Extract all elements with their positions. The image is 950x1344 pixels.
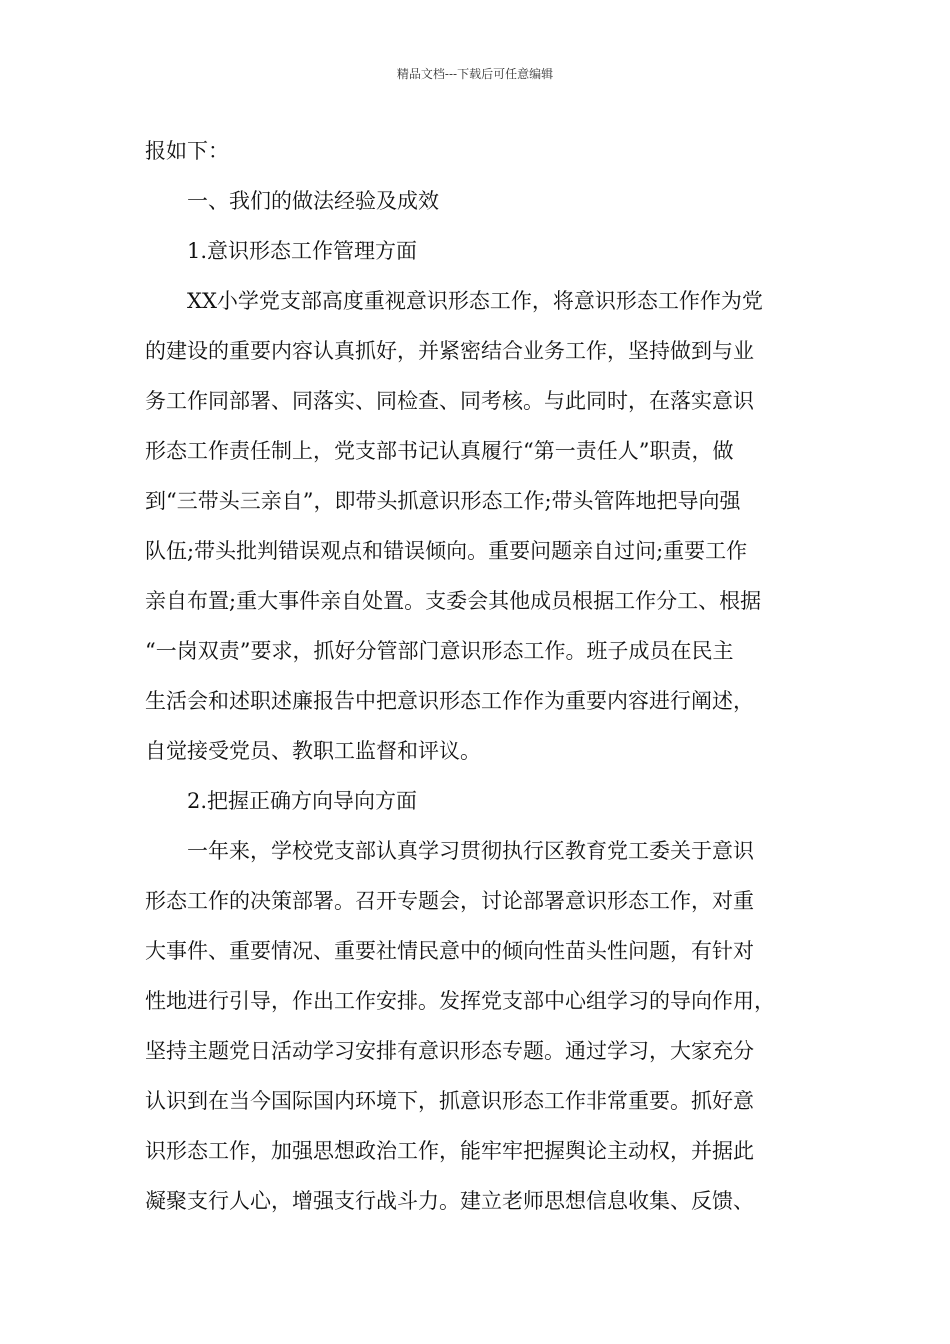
text-line: 2.把握正确方向导向方面 <box>187 789 418 813</box>
text-line: 自觉接受党员、教职工监督和评议。 <box>145 739 481 763</box>
text-line: 亲自布置;重大事件亲自处置。支委会其他成员根据工作分工、根据 <box>145 589 762 613</box>
text-line: 报如下： <box>145 139 229 163</box>
text-line: 大事件、重要情况、重要社情民意中的倾向性苗头性问题，有针对 <box>145 939 754 963</box>
text-line: 到“三带头三亲自”，即带头抓意识形态工作;带头管阵地把导向强 <box>145 489 741 513</box>
text-line: 形态工作责任制上，党支部书记认真履行“第一责任人”职责，做 <box>145 439 734 463</box>
text-line: 识形态工作，加强思想政治工作，能牢牢把握舆论主动权，并据此 <box>145 1139 754 1163</box>
text-line: 坚持主题党日活动学习安排有意识形态专题。通过学习，大家充分 <box>145 1039 754 1063</box>
text-line: 凝聚支行人心，增强支行战斗力。建立老师思想信息收集、反馈、 <box>145 1189 754 1213</box>
text-line: XX小学党支部高度重视意识形态工作，将意识形态工作作为党 <box>187 289 763 313</box>
text-line: 的建设的重要内容认真抓好，并紧密结合业务工作，坚持做到与业 <box>145 339 754 363</box>
text-line: 队伍;带头批判错误观点和错误倾向。重要问题亲自过问;重要工作 <box>145 539 748 563</box>
text-line: 性地进行引导，作出工作安排。发挥党支部中心组学习的导向作用， <box>145 989 775 1013</box>
page-header: 精品文档---下载后可任意编辑 <box>396 67 554 81</box>
text-line: 生活会和述职述廉报告中把意识形态工作作为重要内容进行阐述， <box>145 689 754 713</box>
text-line: 一、我们的做法经验及成效 <box>187 189 439 213</box>
text-line: 一年来，学校党支部认真学习贯彻执行区教育党工委关于意识 <box>187 839 754 863</box>
text-line: 1.意识形态工作管理方面 <box>187 239 418 263</box>
text-line: 认识到在当今国际国内环境下，抓意识形态工作非常重要。抓好意 <box>145 1089 754 1113</box>
text-line: 形态工作的决策部署。召开专题会，讨论部署意识形态工作，对重 <box>145 889 754 913</box>
text-line: 务工作同部署、同落实、同检查、同考核。与此同时，在落实意识 <box>145 389 754 413</box>
document-body <box>145 126 810 1226</box>
text-line: “一岗双责”要求，抓好分管部门意识形态工作。班子成员在民主 <box>145 639 734 663</box>
